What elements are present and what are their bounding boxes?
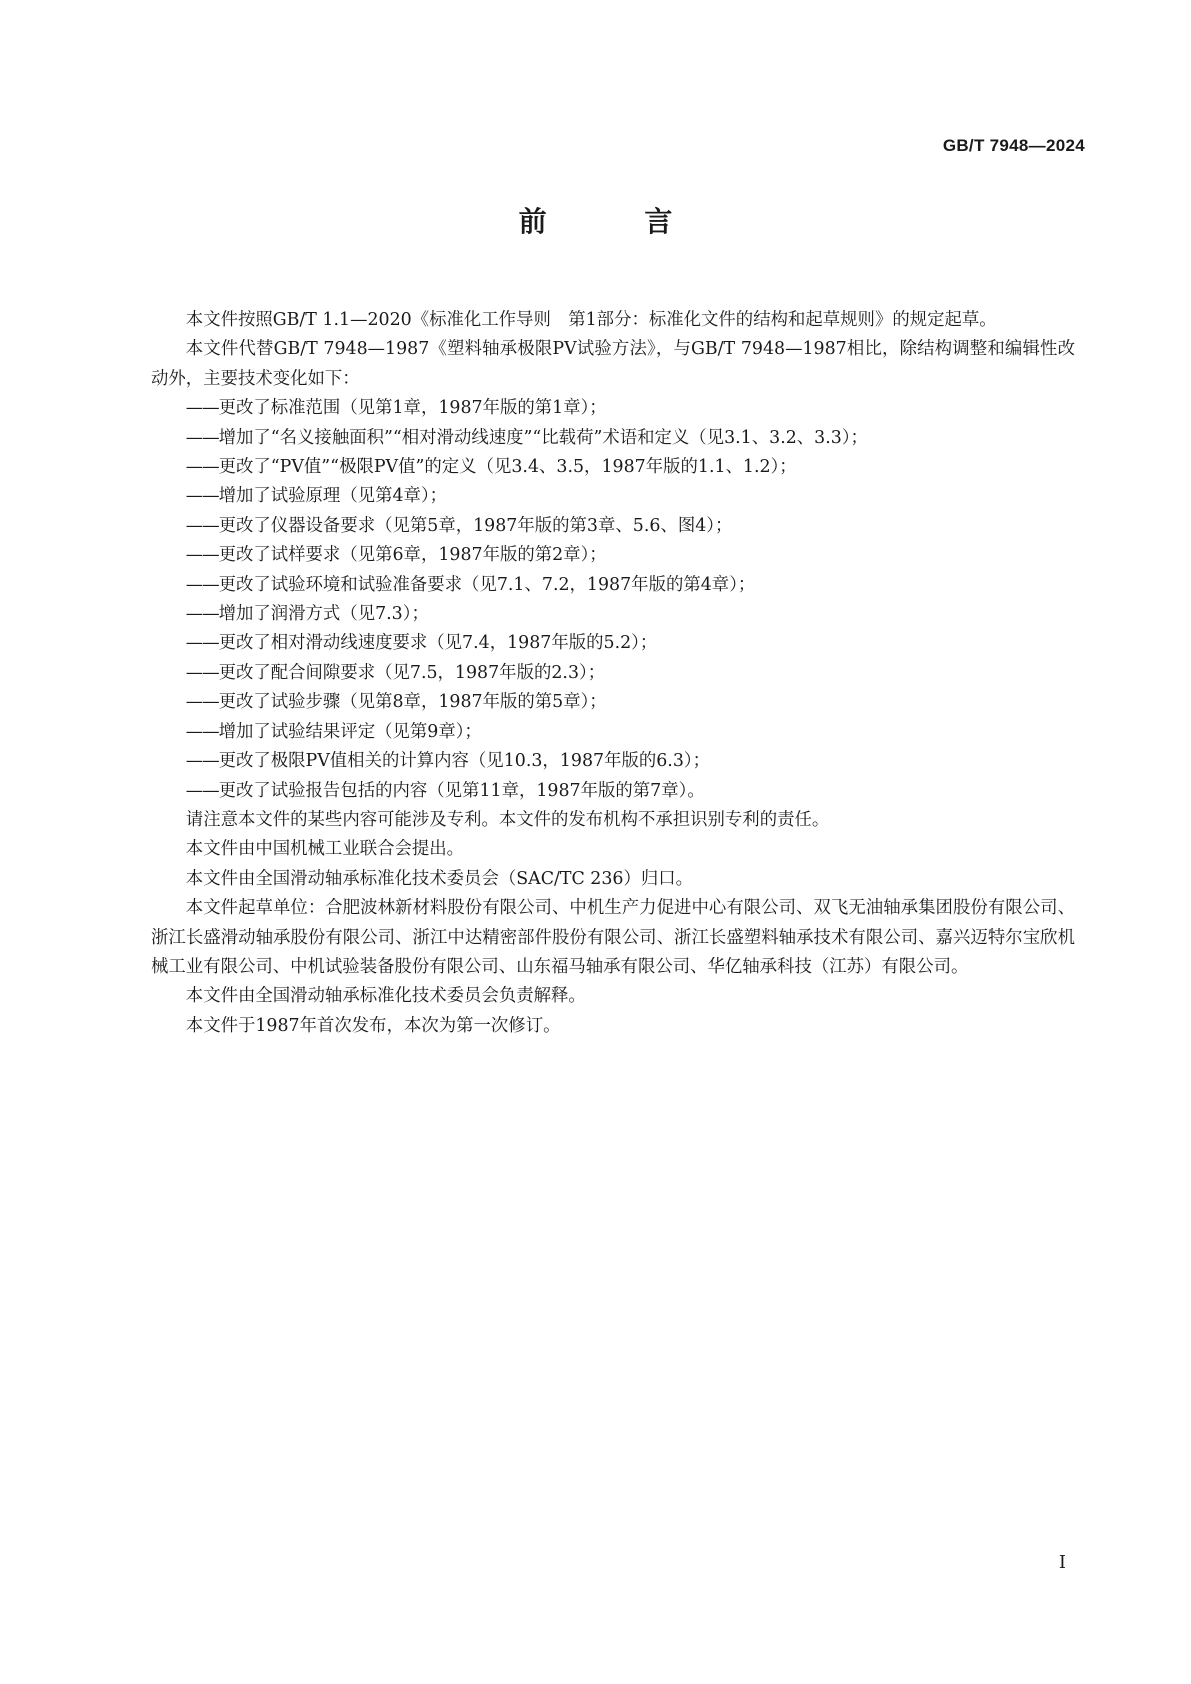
- list-item: [151, 453, 1075, 482]
- list-item: [151, 718, 1075, 747]
- list-dash: ——: [185, 633, 219, 654]
- intro-paragraph-replacement: 本文件代替GB/T 7948—1987《塑料轴承极限PV试验方法》，与GB/T 7948—1987相比，除结构调整和编辑性改动外，主要技术变化如下：: [151, 339, 1075, 389]
- list-item-text: 增加了润滑方式（见7.3）；: [218, 604, 429, 625]
- publication-history: 本文件于1987年首次发布，本次为第一次修订。: [185, 1015, 561, 1036]
- list-item: [151, 688, 1075, 717]
- patent-notice: 请注意本文件的某些内容可能涉及专利。本文件的发布机构不承担识别专利的责任。: [185, 809, 830, 830]
- list-item: [151, 541, 1075, 570]
- list-item-text: 更改了标准范围（见第1章，1987年版的第1章）；: [218, 398, 607, 419]
- document-body: [151, 306, 1075, 1041]
- list-dash: ——: [185, 398, 219, 419]
- list-dash: ——: [185, 662, 219, 683]
- list-item-text: 增加了试验结果评定（见第9章）；: [218, 721, 482, 742]
- list-item-text: 更改了极限PV值相关的计算内容（见10.3，1987年版的6.3）；: [218, 751, 710, 772]
- list-item: [151, 571, 1075, 600]
- standard-number: GB/T 7948—2024: [942, 136, 1085, 155]
- list-item-text: 更改了试样要求（见第6章，1987年版的第2章）；: [218, 545, 607, 566]
- list-item: [151, 777, 1075, 806]
- list-item-text: 更改了配合间隙要求（见7.5，1987年版的2.3）；: [218, 662, 606, 683]
- list-dash: ——: [185, 545, 219, 566]
- list-dash: ——: [185, 751, 219, 772]
- list-item-text: 更改了“PV值”“极限PV值”的定义（见3.4、3.5，1987年版的1.1、1.2）；: [218, 457, 797, 478]
- list-dash: ——: [185, 457, 219, 478]
- list-item: [151, 629, 1075, 658]
- page-number: I: [1058, 1552, 1066, 1573]
- drafting-units: 本文件起草单位：合肥波林新材料股份有限公司、中机生产力促进中心有限公司、双飞无油轴承集团股份有限公司、浙江长盛滑动轴承股份有限公司、浙江中达精密部件股份有限公司、浙江长盛塑料轴承技术有限公司、嘉兴迈特尔宝欣机械工业有限公司、中机试验装备股份有限公司、山东福马轴承有限公司、华亿轴承科技（江苏）有限公司。: [151, 898, 1075, 977]
- list-dash: ——: [185, 780, 219, 801]
- proposer-statement: 本文件由中国机械工业联合会提出。: [185, 839, 465, 860]
- list-item-text: 更改了仪器设备要求（见第5章，1987年版的第3章、5.6、图4）；: [218, 515, 733, 536]
- list-item: [151, 512, 1075, 541]
- list-item: [151, 424, 1075, 453]
- list-dash: ——: [185, 604, 219, 625]
- list-item-text: 更改了试验步骤（见第8章，1987年版的第5章）；: [218, 692, 607, 713]
- list-dash: ——: [185, 574, 219, 595]
- list-dash: ——: [185, 486, 219, 507]
- intro-paragraph-drafting-rules: 本文件按照GB/T 1.1—2020《标准化工作导则 第1部分：标准化文件的结构和起草规则》的规定起草。: [185, 310, 997, 330]
- list-item: [151, 394, 1075, 423]
- list-item: [151, 659, 1075, 688]
- technical-committee-statement: 本文件由全国滑动轴承标准化技术委员会（SAC/TC 236）归口。: [185, 868, 694, 889]
- technical-changes-list: [151, 394, 1075, 806]
- list-dash: ——: [185, 427, 219, 448]
- list-item: [151, 600, 1075, 629]
- list-item-text: 增加了试验原理（见第4章）；: [218, 486, 448, 507]
- interpretation-statement: 本文件由全国滑动轴承标准化技术委员会负责解释。: [185, 986, 586, 1007]
- list-item-text: 增加了“名义接触面积”“相对滑动线速度”“比载荷”术语和定义（见3.1、3.2、3.3）；: [218, 427, 868, 448]
- list-dash: ——: [185, 692, 219, 713]
- list-item-text: 更改了相对滑动线速度要求（见7.4，1987年版的5.2）；: [218, 633, 658, 654]
- page-title: 前 言: [518, 205, 717, 238]
- list-item: [151, 482, 1075, 511]
- list-item-text: 更改了试验报告包括的内容（见第11章，1987年版的第7章）。: [218, 780, 705, 801]
- list-item: [151, 747, 1075, 776]
- list-dash: ——: [185, 515, 219, 536]
- list-dash: ——: [185, 721, 219, 742]
- list-item-text: 更改了试验环境和试验准备要求（见7.1、7.2，1987年版的第4章）；: [218, 574, 756, 595]
